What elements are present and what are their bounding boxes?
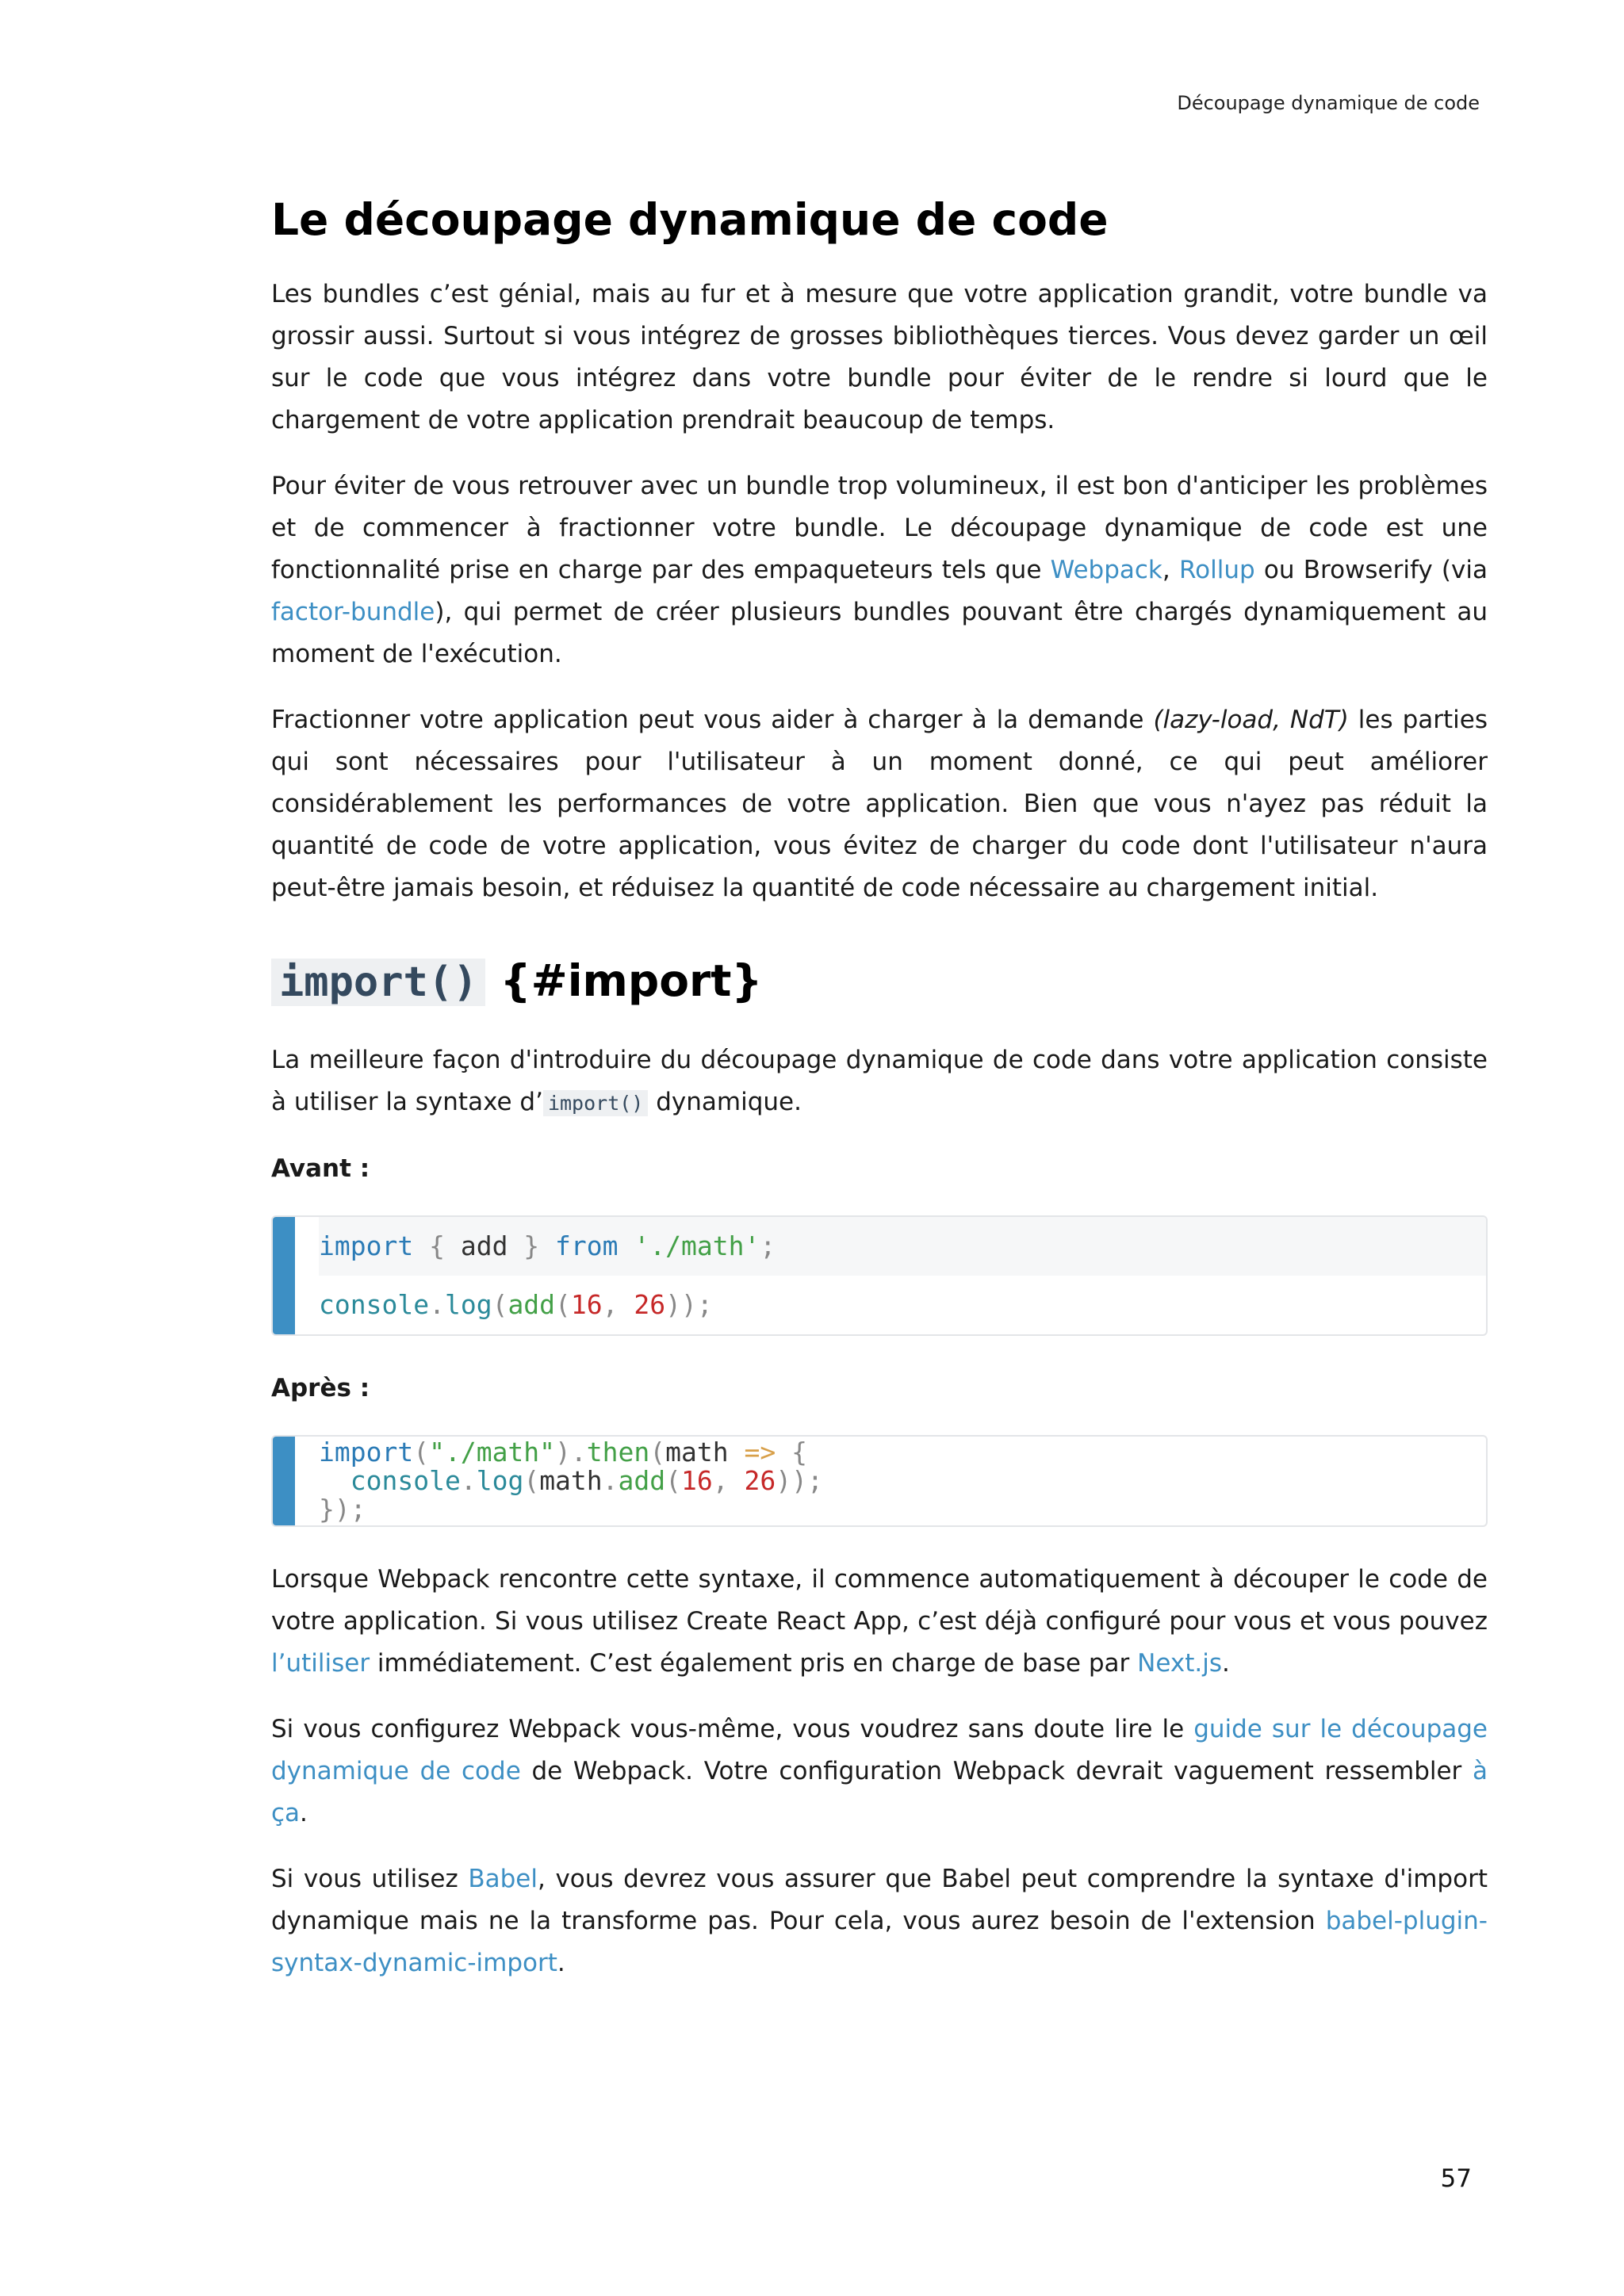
text: .	[1221, 1649, 1230, 1678]
running-header: Découpage dynamique de code	[1177, 92, 1480, 114]
inline-code: import()	[543, 1090, 648, 1116]
link-factor-bundle[interactable]: factor-bundle	[271, 598, 435, 626]
code-block-after	[271, 1435, 1488, 1527]
paragraph-config	[271, 1709, 1488, 1835]
text: .	[300, 1799, 308, 1827]
link-babel-plugin[interactable]: babel-plugin-syntax-dynamic-import	[271, 1907, 1488, 1977]
paragraph-bundlers	[271, 465, 1488, 675]
text: dynamique.	[648, 1088, 802, 1116]
page-number: 57	[1440, 2164, 1472, 2193]
text: ou Browserify (via	[1254, 556, 1488, 584]
text: immédiatement. C’est également pris en charge de base par	[370, 1649, 1138, 1678]
heading-anchor: {#import}	[500, 955, 763, 1006]
paragraph-intro: Les bundles c’est génial, mais au fur et à mesure que votre application grandit, votre bundle va grossir aussi. Surtout si vous intégrez de grosses bibliothèques tierces. Vous devez garder un œil sur le code que vous intégrez dans votre bundle pour éviter de le rendre si lourd que le chargement de votre application prendrait beaucoup de temps.	[271, 280, 1488, 434]
link-rollup[interactable]: Rollup	[1178, 556, 1255, 584]
text: de Webpack. Votre configuration Webpack devrait vaguement ressembler	[520, 1757, 1473, 1785]
code-line: console.log(add(16, 26));	[319, 1289, 713, 1320]
text: Si vous utilisez	[271, 1865, 469, 1893]
code-accent-bar	[273, 1217, 295, 1334]
text: les parties qui sont nécessaires pour l'utilisateur à un moment donné, ce qui peut améliorer considérablement les performances de votre application. Bien que vous n'ayez pas réduit la quantité de code de votre application, vous évitez de charger du code dont l'utilisateur n'aura peut-être jamais besoin, et réduisez la quantité de code nécessaire au chargement initial.	[271, 706, 1488, 902]
label-before: Avant :	[271, 1154, 370, 1183]
text: Pour éviter de vous retrouver avec un bundle trop volumineux, il est bon d'anticiper les problèmes et de commencer à fractionner votre bundle. Le découpage dynamique de code est une fonctionnalité prise en charge par des empaqueteurs tels que	[271, 472, 1488, 584]
link-config-example[interactable]: à ça	[271, 1757, 1488, 1827]
heading-code: import()	[271, 959, 485, 1006]
page-title: Le découpage dynamique de code	[271, 194, 1109, 245]
text: Lorsque Webpack rencontre cette syntaxe, il commence automatiquement à découper le code de votre application. Si vous utilisez Create React App, c’est déjà configuré pour vous et vous pouvez	[271, 1565, 1488, 1636]
link-nextjs[interactable]: Next.js	[1137, 1649, 1222, 1678]
section-title-import	[271, 951, 1488, 1012]
text: , vous devrez vous assurer que Babel peut comprendre la syntaxe d'import dynamique mais ne la transforme pas. Pour cela, vous aurez besoin de l'extension	[271, 1865, 1488, 1935]
link-guide[interactable]: guide sur le découpage dynamique de code	[271, 1715, 1488, 1785]
code-line: import { add } from './math';	[319, 1217, 1486, 1276]
paragraph-webpack	[271, 1559, 1488, 1685]
code-accent-bar	[273, 1437, 295, 1525]
code-line: import("./math").then(math => {	[319, 1437, 808, 1468]
text: .	[557, 1949, 565, 1977]
link-webpack[interactable]: Webpack	[1050, 556, 1162, 584]
text: La meilleure façon d'introduire du découpage dynamique de code dans votre application consiste à utiliser la syntaxe d’	[271, 1046, 1488, 1116]
text: ), qui permet de créer plusieurs bundles pouvant être chargés dynamiquement au moment de l'exécution.	[271, 598, 1488, 668]
paragraph-lazy-load	[271, 699, 1488, 909]
link-use[interactable]: l’utiliser	[271, 1649, 370, 1678]
emphasis: (lazy-load, NdT)	[1153, 706, 1349, 734]
text: Si vous configurez Webpack vous-même, vous voudrez sans doute lire le	[271, 1715, 1194, 1743]
code-block-before	[271, 1215, 1488, 1336]
paragraph-babel	[271, 1858, 1488, 1984]
link-babel[interactable]: Babel	[468, 1865, 538, 1893]
label-after: Après :	[271, 1374, 370, 1402]
code-line: console.log(math.add(16, 26));	[350, 1465, 823, 1496]
paragraph-import-intro	[271, 1039, 1488, 1124]
text: ,	[1162, 556, 1179, 584]
page-content	[271, 190, 1488, 2008]
text: Fractionner votre application peut vous aider à charger à la demande	[271, 706, 1154, 734]
code-line: });	[319, 1494, 366, 1525]
